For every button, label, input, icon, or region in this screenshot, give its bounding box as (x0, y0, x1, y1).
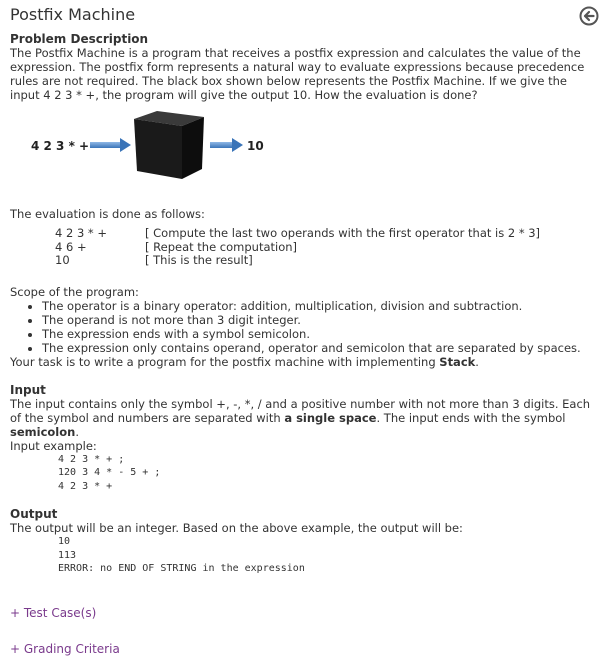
circle-arrow-left-icon[interactable] (579, 6, 599, 26)
step-expression: 4 6 + (55, 239, 87, 254)
task-suffix: . (475, 354, 479, 369)
output-heading: Output (10, 507, 58, 521)
input-text-part: . (75, 424, 79, 439)
input-example-label: Input example: (10, 438, 97, 453)
input-arrow (90, 138, 131, 152)
list-item: • The operator is a binary operator: addition, multiplication, division and subtraction. (42, 299, 603, 313)
list-item: • The operand is not more than 3 digit integer. (42, 313, 603, 327)
output-arrow (210, 138, 243, 152)
input-example-line: 4 2 3 * + (58, 480, 113, 492)
scope-section (10, 285, 603, 369)
postfix-machine-diagram (10, 109, 603, 203)
grading-criteria-link[interactable]: + Grading Criteria (10, 641, 120, 656)
scope-list (10, 299, 603, 355)
black-box (134, 111, 204, 179)
page-title: Postfix Machine (10, 5, 136, 24)
input-text-part: . The input ends with the symbol (376, 410, 566, 425)
scope-intro: Scope of the program: (10, 284, 139, 299)
list-item: • The expression ends with a symbol semicolon. (42, 327, 603, 341)
input-text-part: The input contains only the symbol +, -, *, / and a positive number with not more than 3 digits. Each of the symbol and numbers are separated with (10, 396, 591, 425)
task-statement (10, 355, 603, 369)
evaluation-intro: The evaluation is done as follows: (10, 207, 205, 221)
step-note: [ Repeat the computation] (145, 239, 298, 254)
input-heading: Input (10, 382, 46, 397)
evaluation-step (55, 254, 540, 268)
output-section (10, 507, 603, 576)
list-item: • The expression only contains operand, operator and semicolon that are separated by spaces. (42, 341, 603, 355)
step-note: [ This is the result] (145, 253, 253, 267)
input-bold-part: a single space (284, 410, 377, 425)
step-note: [ Compute the last two operands with the first operator that is 2 * 3] (145, 226, 541, 240)
task-prefix: Your task is to write a program for the postfix machine with implementing (10, 354, 440, 369)
machine-graphic (10, 109, 310, 203)
output-text: The output will be an integer. Based on the above example, the output will be: (10, 521, 463, 535)
problem-text: The Postfix Machine is a program that receives a postfix expression and calculates the value of the expression. The postfix form represents a natural way to evaluate expressions because precedence rules are not required. The black box shown below represents the Postfix Machine. If we give the input 4 2 3 * +, the program will give the output 10. How the evaluation is done? (10, 46, 585, 102)
output-label: 10 (247, 139, 264, 153)
input-text (10, 397, 603, 439)
output-example-line: ERROR: no END OF STRING in the expression (58, 563, 305, 574)
output-example-line: 10 (58, 536, 71, 547)
test-cases-link[interactable]: + Test Case(s) (10, 605, 97, 620)
input-bold-part: semicolon (10, 424, 76, 439)
evaluation-step (55, 227, 540, 241)
step-expression: 4 2 3 * + (55, 226, 107, 240)
task-bold: Stack (439, 354, 476, 369)
problem-heading: Problem Description (10, 32, 149, 46)
output-example-line: 113 (58, 549, 77, 561)
step-expression: 10 (55, 253, 70, 267)
input-section (10, 383, 603, 494)
input-example-line: 4 2 3 * + ; (58, 453, 125, 465)
input-example-line: 120 3 4 * - 5 + ; (58, 467, 161, 478)
evaluation-steps (55, 227, 540, 268)
evaluation-step (55, 241, 540, 255)
input-label: 4 2 3 * + (31, 139, 90, 153)
